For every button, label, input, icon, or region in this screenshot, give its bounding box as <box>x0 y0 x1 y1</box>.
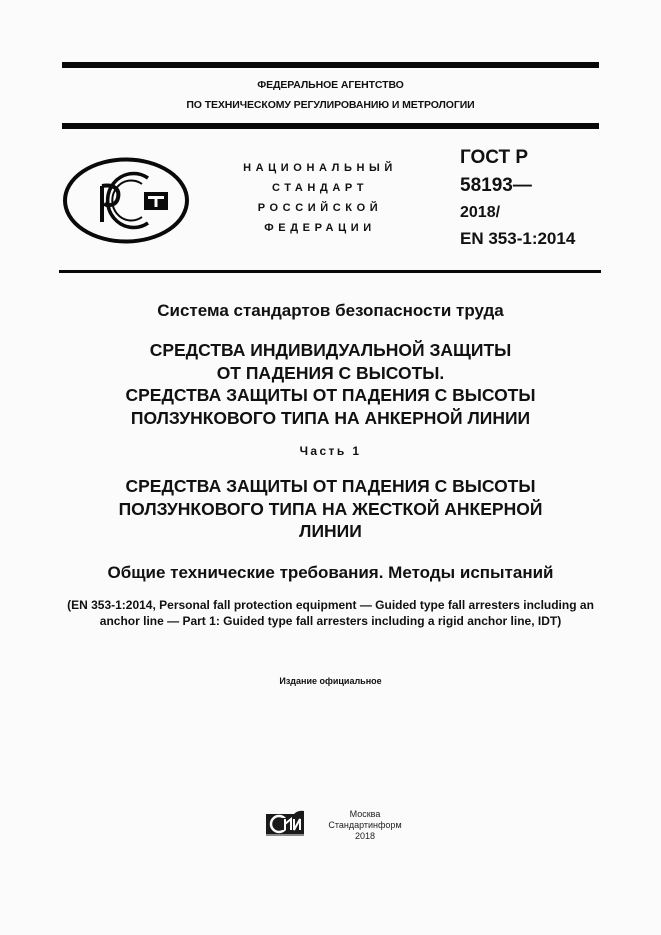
main-title-line: ОТ ПАДЕНИЯ С ВЫСОТЫ. <box>216 362 445 383</box>
part-title-line: СРЕДСТВА ЗАЩИТЫ ОТ ПАДЕНИЯ С ВЫСОТЫ <box>125 476 536 496</box>
main-title <box>30 339 631 429</box>
national-standard-line: НАЦИОНАЛЬНЫЙ <box>243 162 397 174</box>
national-standard-line: ФЕДЕРАЦИИ <box>264 222 376 234</box>
header-bottom-rule <box>62 123 599 129</box>
header-divider <box>59 270 601 273</box>
part-title-line: ЛИНИИ <box>299 521 362 541</box>
standartinform-logo-icon <box>264 808 306 838</box>
publisher-city: Москва <box>349 809 381 819</box>
publisher-name: Стандартинформ <box>328 820 402 830</box>
publication-year: 2018 <box>354 831 376 841</box>
series-title: Система стандартов безопасности труда <box>157 301 504 320</box>
standard-designation-line: EN 353-1:2014 <box>460 229 576 248</box>
edition-label: Издание официальное <box>279 676 382 686</box>
standard-designation-line: 58193— <box>460 175 532 196</box>
en-reference: (EN 353-1:2014, Personal fall protection equipment — Guided type fall arresters including an anchor line — Part 1: Guided type fall arresters including a rigid anchor line, IDT) <box>67 598 594 628</box>
part-title <box>30 475 631 543</box>
subtitle: Общие технические требования. Методы испытаний <box>107 563 554 582</box>
main-title-line: ПОЛЗУНКОВОГО ТИПА НА АНКЕРНОЙ ЛИНИИ <box>130 407 531 428</box>
standard-designation-line: ГОСТ Р <box>460 147 529 168</box>
agency-name-line-1: ФЕДЕРАЛЬНОЕ АГЕНТСТВО <box>257 79 404 91</box>
part-title-line: ПОЛЗУНКОВОГО ТИПА НА ЖЕСТКОЙ АНКЕРНОЙ <box>118 498 543 519</box>
agency-name-line-2: ПО ТЕХНИЧЕСКОМУ РЕГУЛИРОВАНИЮ И МЕТРОЛОГИИ <box>186 99 475 111</box>
rst-emblem-icon <box>62 156 190 245</box>
part-label: Часть 1 <box>299 444 362 458</box>
top-rule <box>62 62 599 68</box>
national-standard-line: СТАНДАРТ <box>271 182 369 194</box>
national-standard-line: РОССИЙСКОЙ <box>257 202 383 214</box>
main-title-line: СРЕДСТВА ЗАЩИТЫ ОТ ПАДЕНИЯ С ВЫСОТЫ <box>125 385 536 405</box>
main-title-line: СРЕДСТВА ИНДИВИДУАЛЬНОЙ ЗАЩИТЫ <box>149 340 512 360</box>
standard-designation-line: 2018/ <box>460 204 501 221</box>
